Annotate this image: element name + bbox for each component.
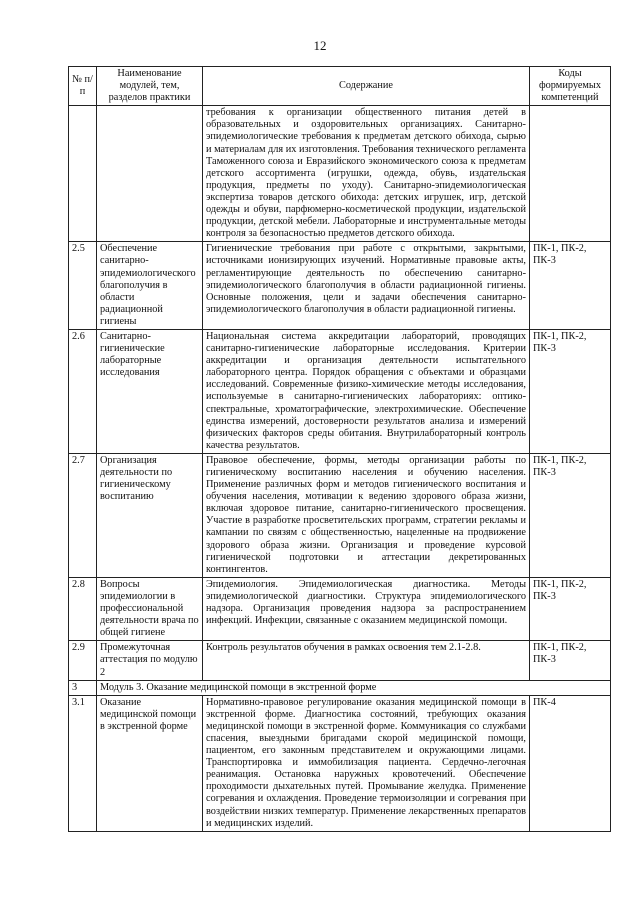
row-num: 2.6	[69, 329, 97, 453]
row-name: Оказание медицинской помощи в экстренной форме	[97, 695, 203, 831]
header-codes: Коды формируемых компетенций	[530, 67, 611, 106]
table-row	[69, 329, 611, 453]
row-content: Нормативно-правовое регулирование оказания медицинской помощи в экстренной форме. Диагностика состояний, требующих оказания медицинской помощи в экстренной форме. Коммуникация со службами спасения, выездными бригадами скорой медицинской помощи, пациентом, его законным представителем и окружающими лицами. Транспортировка и иммобилизация пациента. Сердечно-легочная реанимация. Остановка наружных кровотечений. Обеспечение проходимости дыхательных путей. Промывание желудка. Применение согревания и охлаждения. Проведение термоизоляции и согревания при воздействии низких температур. Применение лекарственных препаратов и медицинских изделий.	[203, 695, 530, 831]
row-num: 2.7	[69, 453, 97, 577]
table-row	[69, 577, 611, 640]
page-number: 12	[313, 38, 327, 53]
module-row	[69, 680, 611, 695]
row-codes: ПК-1, ПК-2, ПК-3	[530, 453, 611, 577]
header-content: Содержание	[203, 67, 530, 106]
row-name: Обеспечение санитарно-эпидемиологического благополучия в области радиационной гигиены	[97, 242, 203, 330]
curriculum-table	[68, 66, 611, 832]
row-name: Организация деятельности по гигиеническому воспитанию	[97, 453, 203, 577]
row-codes: ПК-1, ПК-2, ПК-3	[530, 242, 611, 330]
module-title: Модуль 3. Оказание медицинской помощи в экстренной форме	[97, 680, 611, 695]
table-header-row	[69, 67, 611, 106]
module-num: 3	[69, 680, 97, 695]
row-name: Вопросы эпидемиологии в профессиональной деятельности врача по общей гигиене	[97, 577, 203, 640]
row-num: 2.9	[69, 641, 97, 680]
row-codes: ПК-1, ПК-2, ПК-3	[530, 641, 611, 680]
header-num: № п/п	[69, 67, 97, 106]
row-num: 2.5	[69, 242, 97, 330]
row-content: Национальная система аккредитации лабораторий, проводящих санитарно-гигиенические лабораторные исследования. Критерии аккредитации и организация деятельности испытательного лабораторного центра. Порядок обращения с объектами и образцами исследований. Современные физико-химические методы исследования, используемые в санитарно-гигиенических лабораториях: оптико-спектральные, хроматографические, электрохимические. Обеспечение единства измерений, достоверности результатов анализа и измерений физических факторов среды обитания. Внутрилабораторный контроль качества результатов.	[203, 329, 530, 453]
row-content: требования к организации общественного питания детей в образовательных и оздоровительных организациях. Санитарно-эпидемиологические требования к предметам детского обихода, сырью и материалам для их изготовления. Требования технического регламента Таможенного союза и Евразийского экономического союза к предметам детского ассортимента (игрушки, одежда, обувь, издательская продукция, предметы по уходу). Санитарно-эпидемиологическая экспертиза товаров детского обихода: детских игрушек, игр, детской одежды и обуви, парфюмерно-косметической продукции, издательской продукции, детской мебели. Лабораторные и инструментальные методы контроля за безопасностью предметов детского обихода.	[203, 106, 530, 242]
table-row	[69, 453, 611, 577]
row-content: Эпидемиология. Эпидемиологическая диагностика. Методы эпидемиологической диагностики. Структура эпидемиологического надзора. Организация проведения надзора за распространением инфекций. Инфекции, связанные с оказанием медицинской помощи.	[203, 577, 530, 640]
row-num	[69, 106, 97, 242]
table-row	[69, 641, 611, 680]
row-codes	[530, 106, 611, 242]
row-codes: ПК-1, ПК-2, ПК-3	[530, 329, 611, 453]
row-name	[97, 106, 203, 242]
header-name: Наименование модулей, тем, разделов практики	[97, 67, 203, 106]
row-codes: ПК-4	[530, 695, 611, 831]
row-content: Гигиенические требования при работе с открытыми, закрытыми, источниками ионизирующих изучений. Нормативные правовые акты, регламентирующие деятельность по обеспечению санитарно-эпидемиологического благополучия в области радиационной гигиены. Основные положения, цели и задачи обеспечения санитарно-эпидемиологического благополучия в области радиационной гигиены.	[203, 242, 530, 330]
row-name: Санитарно-гигиенические лабораторные исследования	[97, 329, 203, 453]
row-num: 3.1	[69, 695, 97, 831]
row-num: 2.8	[69, 577, 97, 640]
row-name: Промежуточная аттестация по модулю 2	[97, 641, 203, 680]
row-content: Правовое обеспечение, формы, методы организации работы по гигиеническому воспитанию населения и обучению населения. Применение различных форм и методов гигиенического воспитания и обучения населения, мотивации к ведению здорового образа жизни, включая здоровое питание, санитарно-гигиенического просвещения. Участие в разработке просветительских программ, стратегии рекламы и кампании по связям с общественностью, нацеленные на продвижение здорового образа жизни. Организация и проведение курсовой гигиенической подготовки и аттестации декретированных контингентов.	[203, 453, 530, 577]
row-codes: ПК-1, ПК-2, ПК-3	[530, 577, 611, 640]
row-content: Контроль результатов обучения в рамках освоения тем 2.1-2.8.	[203, 641, 530, 680]
table-row	[69, 695, 611, 831]
table-row	[69, 242, 611, 330]
table-row	[69, 106, 611, 242]
